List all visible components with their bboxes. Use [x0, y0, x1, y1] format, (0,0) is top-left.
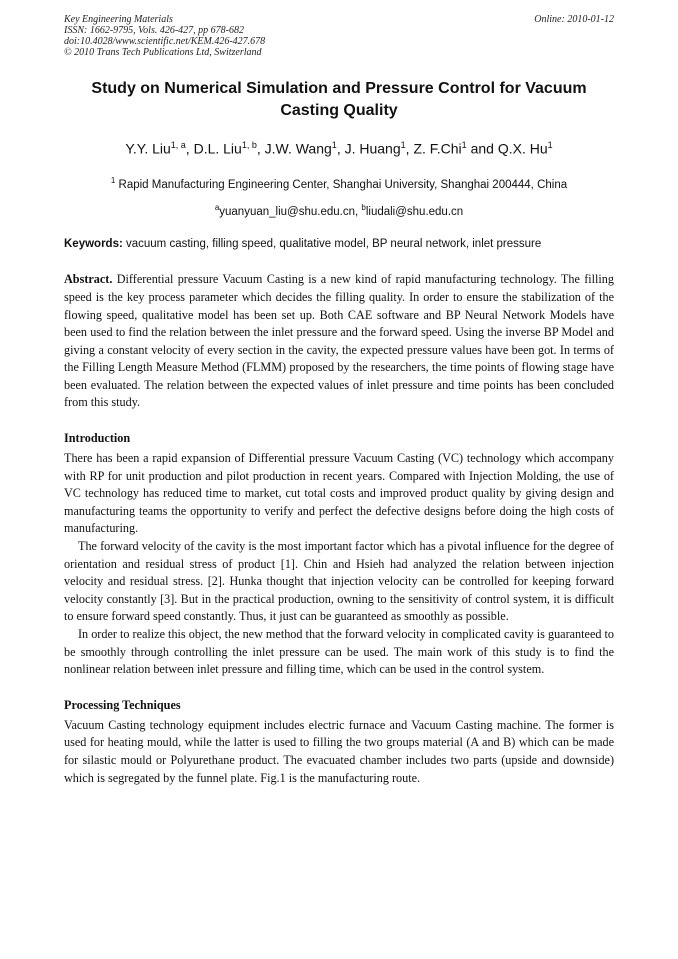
processing-paragraph-1: Vacuum Casting technology equipment includes electric furnace and Vacuum Casting machine. The former is used for heating mould, while the latter is used to filling the two groups material (A and B) which can be made for silastic mould or Polyurethane product. The evacuated chamber includes two parts (upside and downside) which is segregated by the funnel plate. Fig.1 is the manufacturing route. [64, 717, 614, 785]
section-heading-introduction: Introduction [64, 431, 131, 446]
journal-copyright: © 2010 Trans Tech Publications Ltd, Switzerland [64, 47, 262, 58]
journal-header [64, 14, 614, 58]
author-superscript: 1, b [241, 140, 257, 150]
keywords [64, 237, 614, 251]
intro-paragraph-1: There has been a rapid expansion of Differential pressure Vacuum Casting (VC) technology which accompany with RP for unit production and pilot production in recent years. Compared with Injection Molding, the use of VC technology has reduced time to market, cut total costs and improved product quality by giving design and manufacturing teams the opportunity to verify and perfect the defective designs before doing the high costs of manufacturing. [64, 451, 614, 536]
intro-paragraph-2: The forward velocity of the cavity is the most important factor which has a pivotal influence for the degree of orientation and residual stress of product [1]. Chin and Hsieh had analyzed the relation between injection velocity and residual stress. [2]. Hunka thought that injection velocity can be controlled for keeping forward velocity constantly [3]. But in the practical production, owning to the sensitivity of control system, it is difficult to ensure forward speed constantly. Thus, it just can be guaranteed as smoothly as possible. [64, 539, 614, 624]
journal-issn: ISSN: 1662-9795, Vols. 426-427, pp 678-682 [64, 25, 244, 36]
keywords-label: Keywords: [64, 238, 123, 251]
journal-name: Key Engineering Materials [64, 14, 173, 25]
affiliation [64, 174, 614, 192]
intro-paragraph-3: In order to realize this object, the new method that the forward velocity in complicated cavity is guaranteed to be smoothly through controlling the inlet pressure can be used. The main work of this study is to find the nonlinear relation between inlet pressure and filling time, which can be used in the control system. [64, 627, 614, 677]
paper-title: Study on Numerical Simulation and Pressure Control for Vacuum Casting Quality [91, 80, 587, 119]
author-list: Y.Y. Liu$^{1, a}$, D.L. Liu$^{1, b}$, J.W. Wang$^1$, J. Huang$^1$, Z. F.Chi$^1$ and Q.X. Hu$^1$ [125, 140, 553, 157]
abstract-label: Abstract. [64, 272, 113, 287]
author-name: D.L. Liu [193, 140, 242, 157]
author-superscript: 1 [400, 140, 406, 150]
section-heading-processing: Processing Techniques [64, 697, 181, 712]
author-name: Y.Y. Liu [125, 140, 171, 157]
online-date: Online: 2010-01-12 [534, 14, 614, 25]
email-a: yuanyuan_liu@shu.edu.cn, [219, 206, 362, 219]
abstract-text: Differential pressure Vacuum Casting is a new kind of rapid manufacturing technology. The filling speed is the key process parameter which decides the filling quality. In order to ensure the stabilization of the flowing speed, qualitative model has been set up. Both CAE software and BP Neural Network Models have been used to find the relation between the inlet pressure and the forward speed. Using the inverse BP Model and giving a constant velocity of every section in the cavity, the expected pressure values have been got. In terms of the Filling Length Measure Method (FLMM) proposed by the researchers, the time points of flowing stage have been evaluated. The relation between the expected values of inlet pressure and time points has been concluded from this study. [64, 272, 614, 410]
affiliation-superscript: 1 [110, 175, 116, 185]
author-superscript: 1 [331, 140, 337, 150]
author-name: J.W. Wang [264, 140, 332, 157]
author-name: J. Huang [344, 140, 401, 157]
journal-doi: doi:10.4028/www.scientific.net/KEM.426-427.678 [64, 36, 266, 47]
author-superscript: 1 [547, 140, 553, 150]
affiliation-text: Rapid Manufacturing Engineering Center, Shanghai University, Shanghai 200444, China [118, 178, 568, 191]
paper-page [64, 14, 614, 787]
abstract [64, 271, 614, 412]
author-name: Q.X. Hu [497, 140, 548, 157]
author-name: Z. F.Chi [413, 140, 462, 157]
email-b: liudali@shu.edu.cn [365, 206, 464, 219]
keywords-text: vacuum casting, filling speed, qualitative model, BP neural network, inlet pressure [122, 238, 542, 251]
author-superscript: 1 [461, 140, 467, 150]
author-emails: $^a$yuanyuan_liu@shu.edu.cn, $^b$liudali@shu.edu.cn [214, 203, 464, 219]
author-superscript: 1, a [170, 140, 186, 150]
